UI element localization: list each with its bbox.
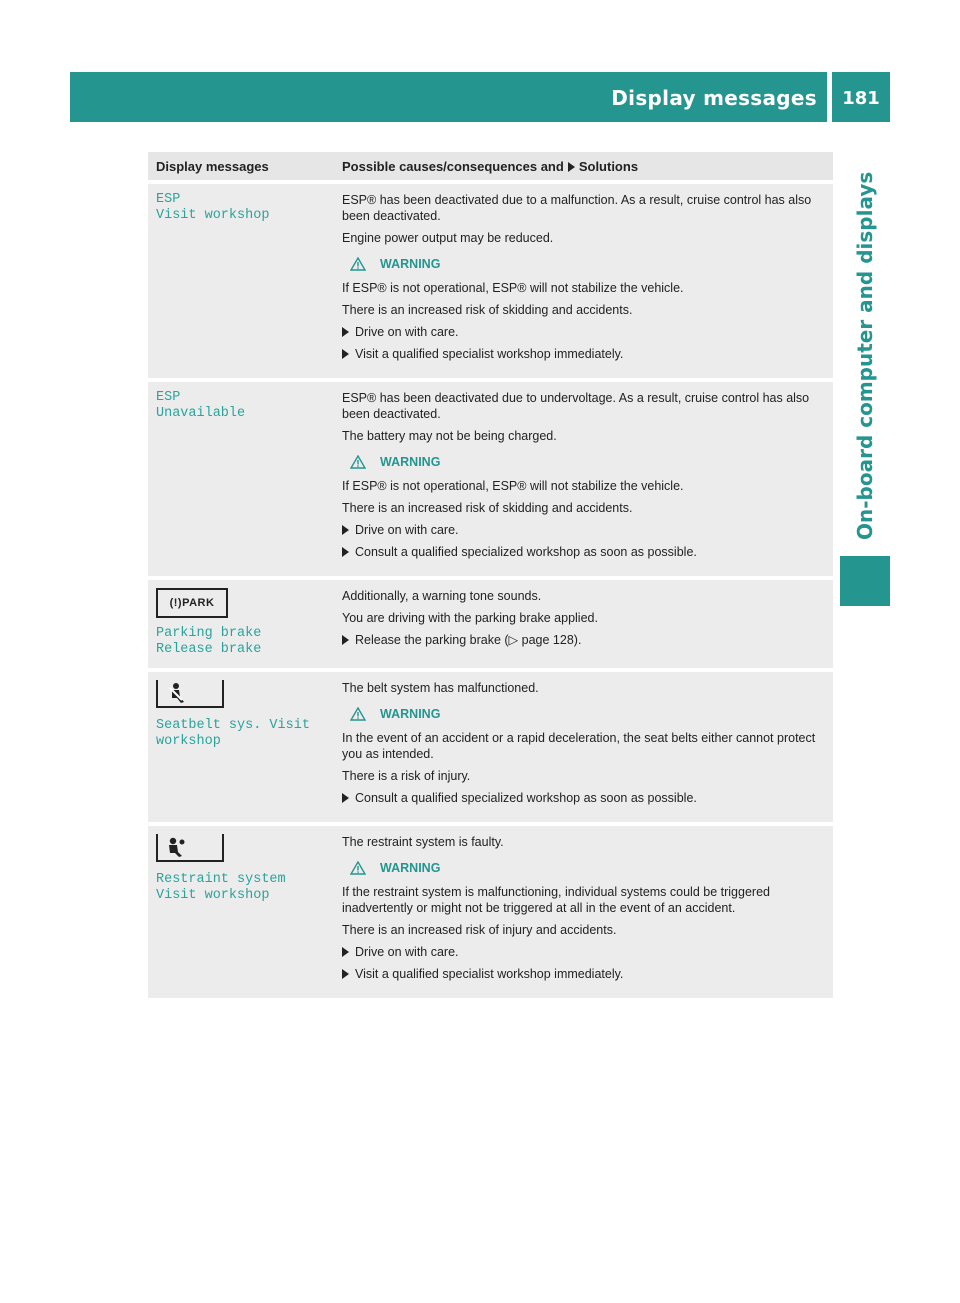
arrow-right-icon — [342, 793, 349, 803]
bullet-text: Consult a qualified specialized workshop as soon as possible. — [355, 791, 697, 805]
display-text: Visit workshop — [156, 208, 270, 223]
arrow-right-icon — [342, 349, 349, 359]
table-row — [148, 184, 833, 378]
arrow-right-icon — [568, 162, 575, 172]
seatbelt-icon-frame — [156, 680, 224, 708]
warning-label: WARNING — [380, 257, 441, 271]
warning-heading — [350, 860, 825, 876]
warning-triangle-icon — [350, 455, 366, 469]
display-cell — [148, 580, 334, 668]
display-messages-table — [148, 148, 833, 1002]
warning-triangle-icon — [350, 707, 366, 721]
warning-label: WARNING — [380, 707, 441, 721]
causes-cell — [334, 826, 833, 998]
list-item — [342, 346, 825, 362]
arrow-right-icon — [342, 969, 349, 979]
display-text: Unavailable — [156, 406, 246, 421]
table-header-row — [148, 152, 833, 180]
arrow-right-icon — [342, 327, 349, 337]
col-causes-header-pre: Possible causes/consequences and — [342, 158, 564, 174]
display-cell — [148, 826, 334, 998]
display-cell — [148, 382, 334, 576]
warning-text: In the event of an accident or a rapid deceleration, the seat belts either cannot protect you as intended. — [342, 731, 816, 761]
warning-text: If the restraint system is malfunctioning, individual systems could be triggered inadvertently or might not be triggered at all in the event of an accident. — [342, 885, 770, 915]
intro-text: Engine power output may be reduced. — [342, 231, 554, 245]
intro-text: The restraint system is faulty. — [342, 835, 504, 849]
warning-text: There is a risk of injury. — [342, 769, 471, 783]
warning-text: There is an increased risk of skidding and accidents. — [342, 501, 633, 515]
warning-text: There is an increased risk of injury and accidents. — [342, 923, 617, 937]
header-bar — [70, 72, 827, 122]
side-tab-block — [840, 556, 890, 606]
list-item — [342, 632, 825, 648]
bullet-text: Visit a qualified specialist workshop immediately. — [355, 967, 624, 981]
table-row — [148, 826, 833, 998]
arrow-right-icon — [342, 547, 349, 557]
bullet-text: Release the parking brake (▷ page 128). — [355, 633, 582, 647]
side-tab — [840, 130, 890, 550]
table-row — [148, 580, 833, 668]
page-number: 181 — [832, 72, 890, 122]
bullet-text: Consult a qualified specialized workshop as soon as possible. — [355, 545, 697, 559]
restraint-icon-frame — [156, 834, 224, 862]
display-text: ESP — [156, 192, 181, 207]
restraint-system-icon — [164, 836, 186, 858]
parking-brake-icon: (!)PARK — [156, 588, 228, 618]
list-item — [342, 324, 825, 340]
intro-text: You are driving with the parking brake applied. — [342, 611, 598, 625]
bullet-text: Drive on with care. — [355, 945, 459, 959]
bullet-text: Visit a qualified specialist workshop immediately. — [355, 347, 624, 361]
col-causes-header — [334, 152, 833, 180]
list-item — [342, 522, 825, 538]
display-text: ESP — [156, 390, 181, 405]
intro-text: The battery may not be being charged. — [342, 429, 557, 443]
bullet-text: Drive on with care. — [355, 523, 459, 537]
warning-heading — [350, 454, 825, 470]
display-cell — [148, 184, 334, 378]
list-item — [342, 944, 825, 960]
warning-heading — [350, 256, 825, 272]
seatbelt-icon — [164, 682, 186, 704]
warning-text: If ESP® is not operational, ESP® will not stabilize the vehicle. — [342, 479, 684, 493]
col-display-messages-header: Display messages — [148, 152, 334, 180]
warning-triangle-icon — [350, 257, 366, 271]
intro-text: Additionally, a warning tone sounds. — [342, 589, 542, 603]
display-text: Seatbelt sys. Visit — [156, 718, 310, 733]
bullet-text: Drive on with care. — [355, 325, 459, 339]
list-item — [342, 966, 825, 982]
col-causes-header-post: Solutions — [578, 158, 639, 174]
list-item — [342, 790, 825, 806]
warning-label: WARNING — [380, 861, 441, 875]
arrow-right-icon — [342, 635, 349, 645]
header-title: Display messages — [611, 86, 817, 110]
table-row — [148, 382, 833, 576]
display-text: Parking brake — [156, 626, 262, 641]
intro-text: ESP® has been deactivated due to a malfunction. As a result, cruise control has also been deactivated. — [342, 193, 812, 223]
table-row — [148, 672, 833, 822]
arrow-right-icon — [342, 525, 349, 535]
intro-text: ESP® has been deactivated due to undervoltage. As a result, cruise control has also been deactivated. — [342, 391, 810, 421]
warning-text: There is an increased risk of skidding and accidents. — [342, 303, 633, 317]
warning-label: WARNING — [380, 455, 441, 469]
arrow-right-icon — [342, 947, 349, 957]
display-text: Restraint system — [156, 872, 286, 887]
list-item — [342, 544, 825, 560]
display-text: Release brake — [156, 642, 262, 657]
display-text: Visit workshop — [156, 888, 270, 903]
causes-cell — [334, 672, 833, 822]
warning-heading — [350, 706, 825, 722]
warning-triangle-icon — [350, 861, 366, 875]
display-cell — [148, 672, 334, 822]
intro-text: The belt system has malfunctioned. — [342, 681, 539, 695]
side-tab-label: On-board computer and displays — [853, 171, 877, 540]
display-text: workshop — [156, 734, 221, 749]
causes-cell — [334, 382, 833, 576]
warning-text: If ESP® is not operational, ESP® will not stabilize the vehicle. — [342, 281, 684, 295]
causes-cell — [334, 184, 833, 378]
causes-cell — [334, 580, 833, 668]
